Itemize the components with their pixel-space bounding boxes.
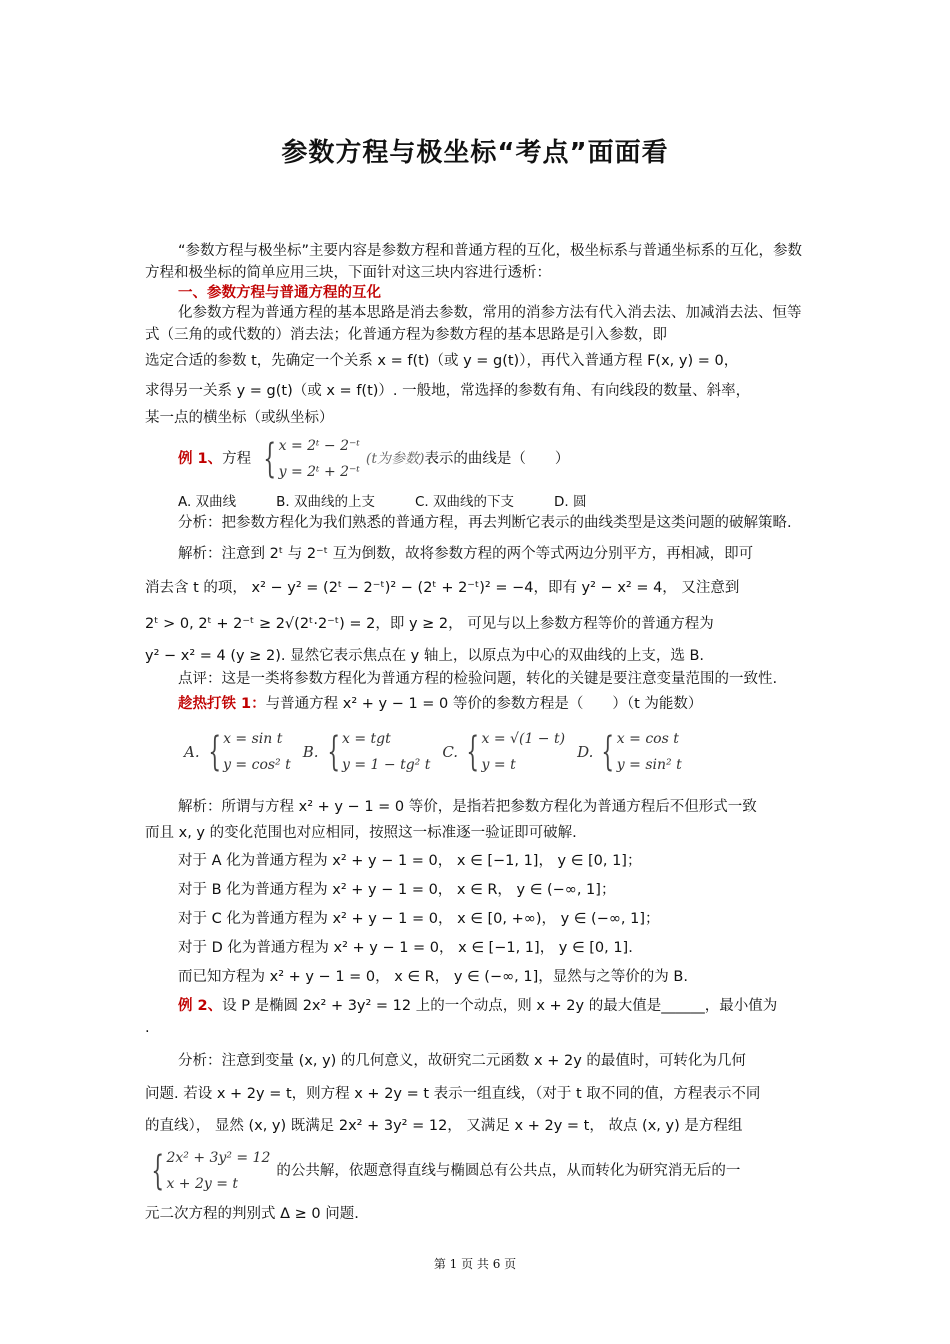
- example-2-text: 设 P 是椭圆 2x² + 3y² = 12 上的一个动点，则 x + 2y 的最大值是______，最小值为: [222, 998, 778, 1014]
- analysis-2-line: 问题. 若设 x + 2y = t，则方程 x + 2y = t 表示一组直线，（对于 t 取不同的值，方程表示不同: [145, 1086, 761, 1102]
- option-c: [442, 726, 565, 778]
- solution-1-line: 消去含 t 的项， x² − y² = (2ᵗ − 2⁻ᵗ)² − (2ᵗ + 2⁻ᵗ)² = −4，即有 y² − x² = 4， 又注意到: [145, 580, 740, 596]
- page-title: 参数方程与极坐标“考点”面面看: [281, 138, 669, 168]
- option-eq: y = sin² t: [616, 757, 682, 773]
- drill-1-label: 趁热打铁 1：: [178, 696, 266, 712]
- brace-icon: {: [263, 436, 277, 482]
- solution-2: [145, 793, 813, 845]
- check-line: 对于 C 化为普通方程为 x² + y − 1 = 0， x ∈ [0, +∞)， y ∈ (−∞, 1]；: [178, 911, 660, 927]
- choice-d: D. 圆: [553, 494, 587, 510]
- brace-icon: {: [151, 1148, 165, 1194]
- brace-icon: {: [326, 729, 340, 775]
- option-eq: x = tgt: [342, 731, 391, 747]
- check-line: 对于 A 化为普通方程为 x² + y − 1 = 0， x ∈ [−1, 1]， y ∈ [0, 1]；: [178, 853, 642, 869]
- example-1-eq1: x = 2ᵗ − 2⁻ᵗ: [278, 438, 360, 454]
- analysis-2: [145, 1044, 813, 1142]
- drill-1: [145, 689, 813, 719]
- solution-1-line: 2ᵗ > 0, 2ᵗ + 2⁻ᵗ ≥ 2√(2ᵗ·2⁻ᵗ) = 2，即 y ≥ 2， 可见与以上参数方程等价的普通方程为: [145, 616, 714, 632]
- method-line-4: 某一点的横坐标（或纵坐标）: [145, 410, 334, 426]
- system-2: [145, 1145, 270, 1197]
- choice-c: C. 双曲线的下支: [414, 494, 514, 510]
- section-heading: 一、参数方程与普通方程的互化: [178, 285, 381, 301]
- method-paragraph: 化参数方程为普通方程的基本思路是消去参数，常用的消参方法有代入消去法、加减消去法、恒等式（三角的或代数的）消去法；化普通方程为参数方程的基本思路是引入参数，即: [145, 305, 802, 343]
- example-1-question: 表示的曲线是（ ）: [424, 451, 570, 467]
- option-eq: x = √(1 − t): [481, 731, 566, 747]
- comment-1: 点评：这是一类将参数方程化为普通方程的检验问题，转化的关键是要注意变量范围的一致性.: [178, 671, 778, 687]
- check-line: 对于 B 化为普通方程为 x² + y − 1 = 0， x ∈ R， y ∈ (−∞, 1]；: [178, 882, 616, 898]
- option-eq: x = sin t: [223, 731, 283, 747]
- analysis-2-continued: 的公共解，依题意得直线与椭圆总有公共点，从而转化为研究消无后的一: [276, 1163, 741, 1179]
- checks: [178, 847, 813, 992]
- analysis-2-system-row: [145, 1142, 813, 1200]
- example-1-eq2: y = 2ᵗ + 2⁻ᵗ: [278, 464, 360, 480]
- brace-icon: {: [601, 729, 615, 775]
- example-2-label: 例 2、: [178, 998, 223, 1014]
- analysis-2-line: 分析：注意到变量 (x, y) 的几何意义，故研究二元函数 x + 2y 的最值时，可转化为几何: [178, 1053, 746, 1069]
- method-line-2: 选定合适的参数 t，先确定一个关系 x = f(t)（或 y = g(t)），再代入普通方程 F(x, y) = 0，: [145, 353, 739, 369]
- analysis-1: 分析：把参数方程化为我们熟悉的普通方程，再去判断它表示的曲线类型是这类问题的破解策略.: [178, 515, 792, 531]
- brace-icon: {: [466, 729, 480, 775]
- drill-1-options: [178, 719, 813, 785]
- option-eq: x = cos t: [616, 731, 679, 747]
- option-letter: C.: [442, 743, 459, 761]
- example-1-param: (t为参数): [365, 451, 425, 467]
- brace-icon: {: [207, 729, 221, 775]
- example-1-pre: 方程: [222, 451, 252, 467]
- option-letter: D.: [577, 743, 594, 761]
- system-2-eq2: x + 2y = t: [166, 1176, 239, 1192]
- solution-1-line: y² − x² = 4 (y ≥ 2). 显然它表示焦点在 y 轴上，以原点为中心的双曲线的上支，选 B.: [145, 648, 705, 664]
- option-b: [303, 726, 431, 778]
- option-a: [184, 726, 291, 778]
- option-eq: y = 1 − tg² t: [342, 757, 431, 773]
- example-1-choices: [178, 488, 813, 512]
- check-line: 对于 D 化为普通方程为 x² + y − 1 = 0， x ∈ [−1, 1]， y ∈ [0, 1].: [178, 940, 633, 956]
- analysis-2-end: 元二次方程的判别式 Δ ≥ 0 问题.: [145, 1206, 359, 1222]
- example-2-tail: .: [145, 1020, 150, 1036]
- example-1-system: [257, 433, 360, 485]
- option-letter: B.: [302, 743, 319, 761]
- document-body: [145, 240, 813, 1228]
- system-2-eq1: 2x² + 3y² = 12: [166, 1150, 271, 1166]
- example-1: [178, 430, 813, 488]
- page-footer: 第 1 页 共 6 页: [433, 1257, 517, 1271]
- option-d: [577, 726, 682, 778]
- solution-2-line: 而且 x, y 的变化范围也对应相同，按照这一标准逐一验证即可破解.: [145, 825, 577, 841]
- option-eq: y = cos² t: [223, 757, 291, 773]
- method-line-3: 求得另一关系 y = g(t)（或 x = f(t)）. 一般地，常选择的参数有角、有向线段的数量、斜率，: [145, 383, 751, 399]
- choice-b: B. 双曲线的上支: [276, 494, 375, 510]
- example-2: [145, 992, 813, 1020]
- option-eq: y = t: [481, 757, 516, 773]
- intro-paragraph: “参数方程与极坐标”主要内容是参数方程和普通方程的互化，极坐标系与普通坐标系的互化，参数方程和极坐标的简单应用三块，下面针对这三块内容进行透析：: [145, 243, 803, 281]
- solution-1: [145, 538, 813, 670]
- solution-2-line: 解析：所谓与方程 x² + y − 1 = 0 等价，是指若把参数方程化为普通方程后不但形式一致: [178, 799, 757, 815]
- option-letter: A.: [184, 743, 200, 761]
- choice-a: A. 双曲线: [178, 494, 237, 510]
- check-line: 而已知方程为 x² + y − 1 = 0， x ∈ R， y ∈ (−∞, 1]，显然与之等价的为 B.: [178, 969, 688, 985]
- drill-1-text: 与普通方程 x² + y − 1 = 0 等价的参数方程是（ ）（t 为能数）: [265, 696, 703, 712]
- analysis-2-line: 的直线）， 显然 (x, y) 既满足 2x² + 3y² = 12， 又满足 x + 2y = t， 故点 (x, y) 是方程组: [145, 1118, 743, 1134]
- example-1-label: 例 1、: [178, 451, 223, 467]
- solution-1-line: 解析：注意到 2ᵗ 与 2⁻ᵗ 互为倒数，故将参数方程的两个等式两边分别平方，再相减，即可: [178, 546, 754, 562]
